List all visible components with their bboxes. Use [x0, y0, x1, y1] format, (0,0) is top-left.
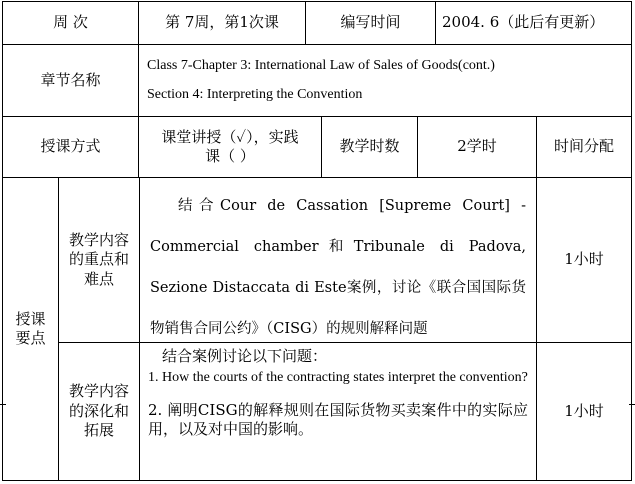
deepening-time: 1小时 — [564, 401, 604, 420]
deepening-time-cell — [536, 342, 632, 481]
focus-text: 结合Cour de Cassation [Supreme Court] - Commercial chamber和Tribunale di Padova, Sezione Distaccata di Este案例，讨论《联合国国际货物销售合同公约》（CISG）的规则解释问题 — [150, 198, 526, 337]
edge-mark-left — [0, 404, 6, 405]
chapter-line-1: Class 7-Chapter 3: International Law of Sales of Goods(cont.) — [147, 58, 495, 74]
teaching-points-label: 授课要点 — [15, 309, 46, 347]
chapter-title-cell — [138, 44, 632, 117]
week-value-cell — [138, 1, 306, 45]
week-value: 第 7周，第1次课 — [165, 13, 279, 32]
deepening-label-cell — [58, 342, 140, 481]
deepening-content-cell — [139, 342, 537, 481]
week-label-cell — [2, 1, 139, 45]
date-value-cell — [435, 1, 632, 45]
hours-value-cell — [417, 116, 537, 178]
week-label: 周 次 — [53, 13, 88, 32]
chapter-label-cell — [2, 44, 139, 117]
chapter-line-2: Section 4: Interpreting the Convention — [147, 86, 363, 102]
hours-value: 2学时 — [457, 137, 497, 156]
focus-time: 1小时 — [564, 250, 604, 269]
edge-mark-right — [629, 404, 635, 405]
deepening-label: 教学内容的深化和拓展 — [68, 382, 129, 440]
deepening-intro: 结合案例讨论以下问题： — [162, 347, 328, 365]
course-plan-table — [2, 1, 632, 481]
date-label: 编写时间 — [340, 13, 401, 32]
focus-label-cell — [58, 177, 140, 343]
time-alloc-label-cell — [536, 116, 632, 178]
time-alloc-label: 时间分配 — [553, 137, 614, 156]
hours-label: 教学时数 — [339, 137, 400, 156]
hours-label-cell — [321, 116, 418, 178]
method-value-cell — [138, 116, 322, 178]
focus-label: 教学内容的重点和难点 — [68, 230, 129, 288]
deepening-question-1: 1. How the courts of the contracting states interpret the convention? — [148, 369, 528, 385]
teaching-points-label-cell — [2, 177, 59, 481]
method-label-cell — [2, 116, 139, 178]
focus-time-cell — [536, 177, 632, 343]
chapter-label: 章节名称 — [40, 70, 101, 89]
date-value: 2004. 6（此后有更新） — [442, 13, 605, 32]
deepening-question-2: 2. 阐明CISG的解释规则在国际货物买卖案件中的实际应用，以及对中国的影响。 — [148, 400, 528, 439]
focus-content-cell — [139, 177, 537, 343]
method-value: 课堂讲授（✓），实践课（ ） — [161, 127, 299, 165]
date-label-cell — [305, 1, 436, 45]
method-label: 授课方式 — [40, 137, 101, 156]
